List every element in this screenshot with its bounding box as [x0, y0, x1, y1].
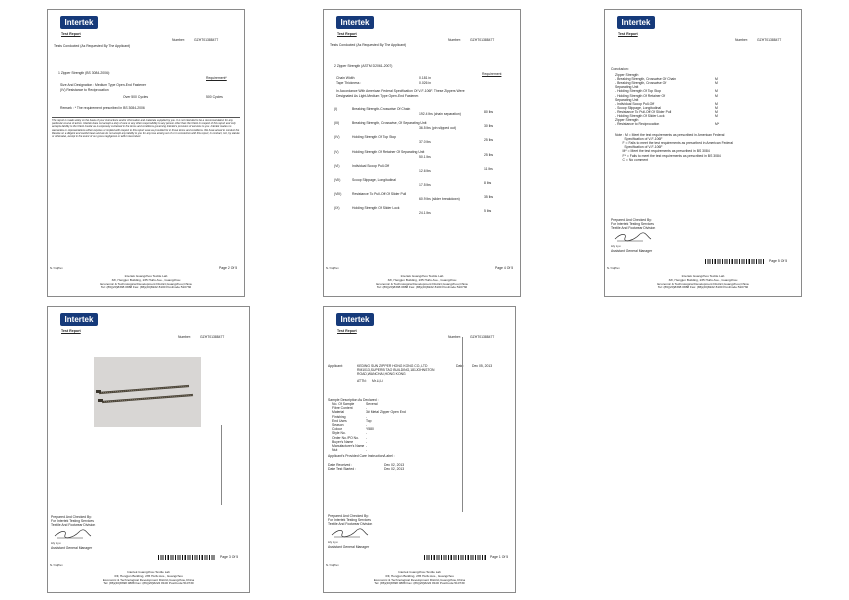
item-number: (VIII) [334, 192, 342, 197]
footer-address-1: 3/F, Hengjun Building, 235 Huifu Ave., Guangzhou [668, 277, 738, 282]
conclusion-result: M [715, 77, 718, 82]
footer-address-3: Tel: (86)(20)8398 0888 Fax: (86)(20)8222 8100 PostCode:510730 [100, 285, 192, 290]
applicant-line-3: ROAD,WANCHAI,HONG KONG [357, 372, 406, 376]
test-report-heading: Test Report [61, 329, 81, 333]
sample-field-label: Season [332, 423, 344, 427]
number-value: GZHT01388477 [470, 335, 495, 339]
size-designation: Size And Designation : Medium Type Open-End Fastener [60, 83, 147, 87]
conclusion-heading: Conclusion: [611, 67, 629, 71]
applicant-line-2: RM1013,SUPERB TAO BUILDING,181JOHNSTON [357, 368, 435, 372]
conclusion-item: Separating Unit [615, 97, 639, 102]
footer [324, 275, 520, 290]
prepared-by: Prepared And Checked By: [51, 515, 92, 519]
reciprocation-result: Over 500 Cycles [123, 95, 149, 99]
accordance-line-2: Designated As Light-Medium Type Open-End Fastener. [336, 94, 420, 98]
report-page-3 [47, 306, 250, 593]
sample-field-value: - [366, 414, 368, 419]
signature-image [53, 528, 93, 540]
tape-thickness-value: 0.026 in [419, 81, 432, 85]
note-line: F = Fails to meet the test requirements as prescribed in American Federal [615, 141, 734, 146]
footer-address-2: Economic & Technological Development District,Guangzhou,China [100, 281, 192, 286]
footer [605, 275, 801, 290]
conclusion-item: - Holding Strength Of Slider Lock [615, 114, 665, 118]
footer-address-3: Tel: (86)(20)8398 0888 Fax: (86)(20)8222 8100 PostCode:510730 [103, 581, 194, 586]
conclusion-item: - Scoop Slippage, Longitudinal [615, 105, 661, 110]
report-page-4 [323, 9, 521, 297]
date-value: Dec 05, 2013 [472, 364, 493, 368]
conclusion-item: - Breaking Strength, Crosswise Of [615, 81, 667, 86]
sample-field-label: Colour [332, 427, 342, 432]
conclusion-result: M [715, 81, 718, 86]
barcode [705, 259, 765, 264]
sample-field-value: - [366, 406, 368, 411]
item-name: Individual Scoop Pull-Off [352, 163, 390, 168]
conclusion-item: Zipper Strength [615, 73, 639, 77]
footer-address-1: 3/F, Hengjun Building, 235 Huifu Ave., Guangzhou [387, 277, 457, 282]
prepared-by: Prepared And Checked By: [611, 218, 652, 222]
footer-lab: Intertek Guangzhou Textile Lab [127, 570, 170, 574]
footer-address-3: Tel: (86)(20)8398 0888 Fax: (86)(20)8222 8100 PostCode:510730 [657, 285, 749, 290]
footer-lab: Intertek Guangzhou Textile Lab [400, 274, 444, 278]
item-name: Breaking Strength-Crosswise Of Chain [352, 107, 411, 111]
test-report-heading: Test Report [61, 32, 81, 36]
disclaimer: The report is made solely on the basis of your instructions and/or information and materials supplied by you. It is not intended to be a recommendation for any particular course of action. Intertek does not accept a duty of care or any other responsibility to any person other than the Client in respect of this report and only accepts liability to the Client insofar as is expressly contained in the terms and conditions governing Intertek's provision of services to you. Intertek makes no warranties or representations either express or implied with respect to this report save as provided for in those terms and conditions. We have aimed to conduct the Review on a diligent and careful basis and we do not accept any liability to you for any loss arising out of or in connection with this report, in contract, tort, by statute or otherwise, except in the event of our gross negligence or wilful misconduct. [52, 119, 240, 139]
requirement-heading: Requirement [482, 72, 502, 76]
accordance-line-1: In Accordance With American Federal Specification Of V-F-106F. These Zippers Were [336, 89, 465, 93]
item-requirement: 80 lbs [484, 110, 494, 114]
note-line: F* = Fails to meet the test requirements as prescribed in BS 3084 [615, 153, 721, 158]
conclusion-result: M [715, 114, 718, 118]
chain-width-value: 0.181 in [419, 76, 432, 80]
page-divider [462, 337, 463, 512]
prepared-by: Prepared And Checked By: [328, 514, 369, 518]
signature-image [330, 527, 370, 539]
item-result: 60.9 lbs (slider breakdown) [419, 197, 460, 202]
date-received-label: Date Received : [328, 463, 353, 467]
report-page-1 [323, 306, 516, 593]
conclusion-result: M [715, 101, 718, 106]
tests-conducted: Tests Conducted (As Requested By The Applicant) [330, 43, 407, 47]
item-requirement: 25 lbs [484, 138, 494, 143]
item-result: 37.0 lbs [419, 140, 431, 145]
number-label: Number: [735, 38, 749, 42]
item-requirement: 25 lbs [484, 152, 494, 157]
conclusion-item: - Resistance to Reciprocation [615, 122, 660, 127]
footer-address-2: Economic & Technological Development District,Guangzhou,China [373, 577, 466, 582]
division: Textile And Footwear Division [51, 523, 96, 527]
item-number: (VII) [334, 178, 341, 182]
intertek-logo: Intertek [617, 16, 655, 29]
test-report-heading: Test Report [618, 32, 638, 36]
footer-code: N / hqfhvv [50, 266, 63, 270]
zipper-sample-photo [94, 357, 201, 427]
item-result: 192.4 lbs (chain separation) [419, 112, 461, 116]
sample-field-value: - [366, 444, 368, 448]
footer-code: N / hqfhvv [326, 266, 339, 270]
signer-name: Lily Lyu [611, 244, 621, 248]
tape-thickness-label: Tape Thickness : [336, 81, 362, 85]
item-name: Scoop Slippage, Longitudinal [352, 178, 396, 182]
item-number: (V) [334, 149, 339, 154]
reciprocation-label: (IV) Resistance to Reciprocation [60, 88, 109, 92]
footer-address-3: Tel: (86)(20)8398 0888 Fax: (86)(20)8222 8100 PostCode:510730 [376, 285, 468, 290]
item-requirement: 35 lbs [484, 195, 494, 200]
footer-lab: Intertek Guangzhou Textile Lab [124, 274, 168, 278]
item-result: 36.5 lbs (pin slipped out) [419, 126, 456, 131]
item-number: (I) [334, 107, 338, 111]
item-number: (VI) [334, 163, 340, 168]
remark: Remark : * The requirement prescribed in BS 3084-2006 [60, 106, 145, 110]
section-heading: 2 Zipper Strength (ASTM D2061-2007) [334, 64, 393, 68]
footer-address-1: 3/F, Hengjun Building, 235 Huifu Ave., Guangzhou [114, 573, 183, 578]
item-result: 12.6 lbs [419, 168, 431, 173]
conclusion-item: - Resistance To Pull-Off Of Slider Pull [615, 109, 672, 114]
item-requirement: 11 lbs [484, 166, 493, 171]
attn-value: Mr.Li,Li [372, 379, 383, 383]
footer [48, 571, 249, 586]
page-divider [221, 425, 222, 505]
page-label: Page 5 Of 5 [769, 259, 788, 263]
date-label: Date: [456, 364, 465, 368]
item-name: Holding Strength Of Retainer Of Separating Unit [352, 149, 425, 154]
for-intertek: For Intertek Testing Services [611, 222, 654, 226]
item-result: 17.5 lbs [419, 183, 431, 187]
page-label: Page 1 Of 5 [490, 555, 509, 559]
sample-field-value: - [366, 431, 368, 436]
footer-code: N / hqfhvv [50, 563, 63, 567]
sample-field-value: Several [366, 402, 378, 406]
item-name: Resistance To Pull-Off Of Slider Pull [352, 192, 407, 197]
sample-field-label: Order No./PO No. [332, 435, 359, 440]
sample-field-value: - [366, 439, 368, 444]
item-requirement: 5 lbs [484, 209, 492, 214]
footer-address-2: Economic & Technological Development District,Guangzhou,China [102, 577, 195, 582]
footer-address-2: Economic & Technological Development District,Guangzhou,China [657, 281, 749, 286]
footer-address-2: Economic & Technological Development District,Guangzhou,China [376, 281, 468, 286]
number-value: GZHT01388477 [200, 335, 225, 339]
tests-conducted: Tests Conducted (As Requested By The Applicant) [54, 44, 131, 48]
sample-field-label: No. Of Sample [332, 402, 355, 406]
conclusion-result: M [715, 89, 718, 94]
signer-title: Assistant General Manager [51, 546, 93, 550]
test-report-heading: Test Report [337, 32, 357, 36]
number-value: GZHT01388477 [757, 38, 782, 42]
reciprocation-requirement: 500 Cycles [206, 95, 223, 99]
requirement-heading: Requirement* [206, 76, 227, 80]
division: Textile And Footwear Division [328, 522, 373, 526]
footer-lab: Intertek Guangzhou Textile Lab [398, 570, 441, 574]
applicant-line-1: KEDING SUN ZIPPER HONG KONG CO.,LTD [357, 364, 428, 368]
item-name: Holding Strength Of Slider Lock [352, 206, 400, 211]
report-page-2 [47, 9, 245, 297]
conclusion-result: M [715, 93, 718, 98]
conclusion-result: M [715, 109, 718, 114]
conclusion-item: Zipper Strength [615, 118, 639, 123]
intertek-logo: Intertek [60, 16, 98, 29]
footer-lab: Intertek Guangzhou Textile Lab [681, 274, 725, 278]
item-result: 50.1 lbs [419, 154, 431, 159]
footer [324, 571, 515, 586]
conclusion-result: M* [715, 122, 720, 127]
number-label: Number: [448, 38, 462, 42]
division: Textile And Footwear Division [611, 226, 656, 230]
conclusion-item: - Holding Strength Of Top Stop [615, 89, 662, 94]
intertek-logo: Intertek [336, 16, 374, 29]
note-line: Specification of V-F-106F [615, 137, 663, 142]
conclusion-result: M [715, 105, 718, 110]
report-page-5 [604, 9, 802, 297]
zipper-image [94, 357, 201, 427]
signer-name: Lily Lyu [51, 541, 61, 545]
footer-address-1: 3/F, Hengjun Building, 235 Huifu Ave., Guangzhou [385, 573, 454, 578]
item-result: 24.1 lbs [419, 211, 431, 216]
note-line: Specification of V-F-106F [615, 145, 663, 150]
number-label: Number: [448, 335, 462, 339]
page-label: Page 4 Of 5 [495, 266, 514, 270]
sample-field-value: Y580 [366, 427, 374, 432]
signer-title: Assistant General Manager [328, 545, 370, 549]
item-requirement: 30 lbs [484, 124, 494, 129]
item-number: (III) [334, 121, 340, 126]
item-name: Breaking Strength, Crosswise, Of Separating Unit [352, 121, 427, 126]
conclusion-item: - Individual Scoop Pull-Off [615, 101, 655, 106]
conclusion-item: - Holding Strength Of Retainer Of [615, 93, 666, 98]
footer-address-1: 3/F, Hengjun Building, 235 Huifu Ave., Guangzhou [111, 277, 181, 282]
intertek-logo: Intertek [336, 313, 374, 326]
sample-field-label: Fibre Content [332, 406, 353, 411]
sample-field-label: Manufacturer's Name [332, 444, 365, 448]
note-line: M* = Meet the test requirements as prescribed in BS 3084 [615, 149, 710, 154]
signer-name: Lily Lyu [328, 540, 338, 544]
test-report-heading: Test Report [337, 329, 357, 333]
section-heading: 1 Zipper Strength (BS 3084-2006): [58, 71, 111, 75]
sample-field-value: Top [366, 418, 372, 423]
number-value: GZHT01388477 [470, 38, 495, 42]
sample-field-label: Material [332, 410, 345, 415]
barcode [424, 555, 486, 560]
number-value: GZHT01388477 [194, 38, 219, 42]
number-label: Number: [178, 335, 192, 339]
item-name: Holding Strength Of Top Stop [352, 135, 397, 140]
barcode [158, 555, 216, 560]
sample-field-label: Nut [332, 448, 338, 453]
date-test-started-value: Dec 02, 2013 [384, 467, 405, 471]
intertek-logo: Intertek [60, 313, 98, 326]
page-label: Page 3 Of 5 [220, 555, 239, 559]
conclusion-item: Separating Unit [615, 85, 639, 90]
footer-code: N / hqfhvv [607, 266, 620, 270]
date-received-value: Dec 02, 2013 [384, 463, 405, 467]
sample-field-value: 3# Metal Zipper Open End [366, 410, 406, 415]
care-instruction-label: Applicant's Provided Care Instruction/Label : [328, 454, 395, 458]
footer-address-3: Tel: (86)(20)8398 0888 Fax: (86)(20)8222 8100 PostCode:510730 [374, 581, 465, 586]
signature-image [613, 231, 653, 243]
sample-field-value: - [366, 423, 368, 427]
chain-width-label: Chain Width [336, 76, 355, 80]
sample-field-label: Buyer's Name [332, 439, 354, 444]
for-intertek: For Intertek Testing Services [51, 519, 94, 523]
item-number: (IX) [334, 206, 340, 211]
footer-code: N / hqfhvv [326, 563, 339, 567]
signer-title: Assistant General Manager [611, 249, 653, 253]
for-intertek: For Intertek Testing Services [328, 518, 371, 522]
page-label: Page 2 Of 5 [219, 266, 238, 270]
applicant-label: Applicant: [328, 364, 343, 368]
date-test-started-label: Date Test Started : [328, 467, 357, 471]
divider [52, 117, 240, 118]
note-line: Note : M = Meet the test requirements as prescribed in American Federal [615, 133, 725, 137]
attn-label: ATTN: [357, 379, 367, 383]
sample-field-value: - [366, 448, 368, 453]
sample-description-heading: Sample Description As Declared : [328, 398, 379, 402]
item-requirement: 8 lbs [484, 181, 492, 185]
item-number: (IV) [334, 135, 340, 140]
sample-field-value: - [366, 435, 368, 440]
note-line: C = No comment [615, 157, 649, 162]
sample-field-label: Style No. [332, 431, 346, 436]
footer [48, 275, 244, 290]
sample-field-label: Finishing [332, 414, 346, 419]
conclusion-item: - Breaking Strength, Crosswise Of Chain [615, 77, 677, 82]
sample-field-label: End Uses [332, 418, 347, 423]
number-label: Number: [172, 38, 186, 42]
